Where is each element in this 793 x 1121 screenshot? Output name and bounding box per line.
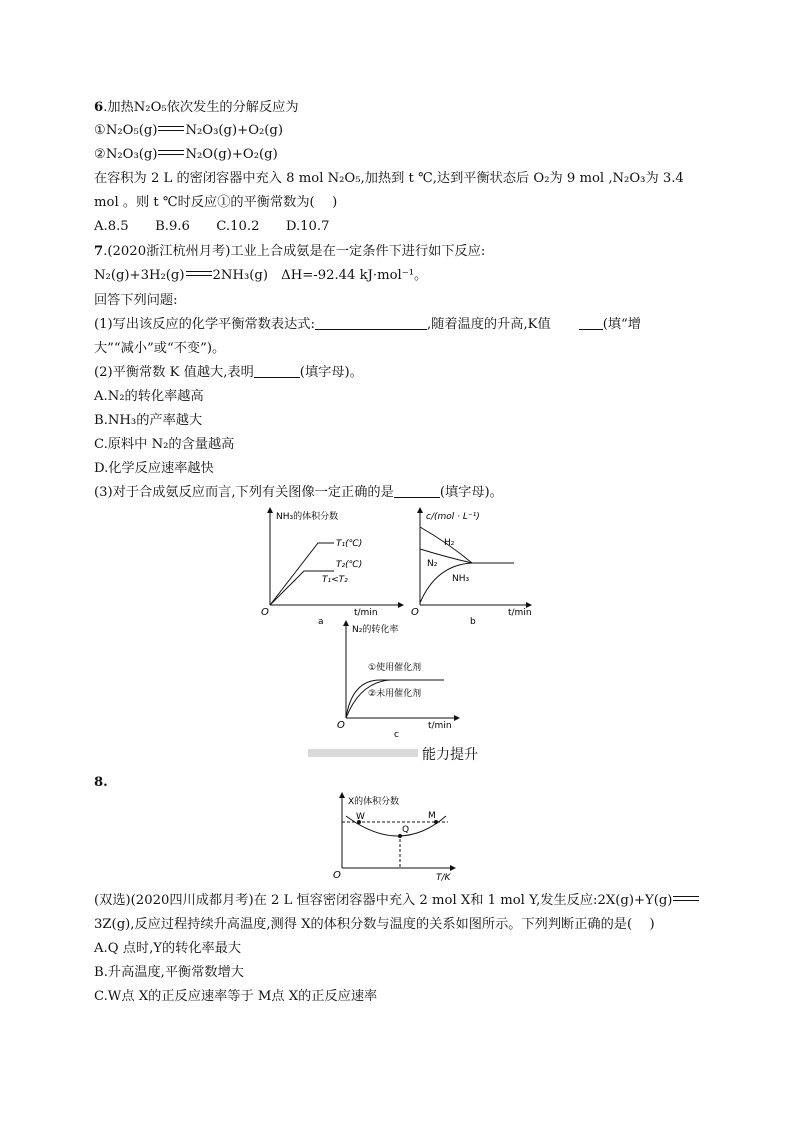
q7-equation: N₂(g)+3H₂(g) 2NH₃(g) ΔH=-92.44 kJ·mol⁻¹。 [94,268,428,283]
q7-part1-line2: 大”“减小”或“不变”)。 [94,341,226,356]
y-arrow-icon [343,620,349,626]
section-bar [308,749,418,757]
q7-option-d: D.化学反应速率越快 [94,461,214,476]
q7-part3: (3)对于合成氨反应而言,下列有关图像一定正确的是 (填字母)。 [94,485,503,500]
section-title: 能力提升 [422,747,478,763]
fig-8-w-label: W [356,812,365,822]
q8-option-a: A.Q 点时,Y的转化率最大 [94,941,242,956]
curve-catalyst [346,680,444,718]
answer-blank[interactable] [394,497,440,498]
curve-h2 [420,527,514,563]
fig-8-xlabel: T/K [436,873,451,883]
fig-8-m-label: M [428,811,436,821]
fig-b-ylabel: c/(mol · L⁻¹) [426,512,480,522]
q8-line-2: 3Z(g),反应过程持续升高温度,测得 X的体积分数与温度的关系如图所示。下列判断正确的是( ) [94,917,655,932]
q6-reaction-1: ①N₂O₅(g) N₂O₃(g)+O₂(g) [94,123,284,138]
q6-condition-2: mol 。则 t ℃时反应①的平衡常数为( ) [94,195,338,210]
q7-stem: 7.(2020浙江杭州月考)工业上合成氨是在一定条件下进行如下反应: [94,244,486,259]
fig-c-label-2: ②未用催化剂 [368,689,422,699]
equilibrium-arrow-icon [158,126,184,132]
q7-intro: 回答下列问题: [94,293,178,308]
q6-condition-1: 在容积为 2 L 的密闭容器中充入 8 mol N₂O₅,加热到 t ℃,达到平衡状态后 O₂为 9 mol ,N₂O₃为 3.4 [94,171,684,186]
y-arrow-icon [339,792,345,798]
x-arrow-icon [450,865,456,871]
fig-c-xlabel: t/min [428,721,452,731]
fig-b-xlabel: t/min [508,608,532,618]
figure-8 [330,790,460,884]
equilibrium-arrow-icon [158,150,184,156]
fig-8-origin: O [333,870,341,881]
q7-part2: (2)平衡常数 K 值越大,表明 (填字母)。 [94,365,363,380]
fig-8-q-label: Q [402,825,410,835]
q8-number: 8. [94,775,108,790]
fig-a-condition: T₁<T₂ [322,575,348,585]
fig-a-origin: O [261,607,269,618]
q7-part1-line1: (1)写出该反应的化学平衡常数表达式: ,随着温度的升高,K值 (填“增 [94,317,641,332]
q7-option-a: A.N₂的转化率越高 [94,389,204,404]
fig-c-ylabel: N₂的转化率 [352,625,399,635]
curve-no-catalyst [346,680,390,718]
fig-b-nh3-label: NH₃ [452,574,470,584]
fig-b-h2-label: H₂ [444,538,455,548]
y-arrow-icon [267,507,273,513]
q7-option-c: C.原料中 N₂的含量越高 [94,437,235,452]
fig-a-caption: a [318,617,324,627]
fig-c-origin: O [337,720,345,731]
y-arrow-icon [417,507,423,513]
figure-c [334,618,464,740]
q6-options: A.8.5 B.9.6 C.10.2 D.10.7 [94,219,330,234]
fig-a-t1-label: T₁(℃) [336,539,363,549]
answer-blank[interactable] [315,329,427,330]
fig-b-n2-label: N₂ [427,559,438,569]
fig-c-label-1: ①使用催化剂 [368,663,422,673]
fig-8-ylabel: X的体积分数 [348,797,400,807]
fig-a-t2-label: T₂(℃) [336,560,363,570]
q8-line-1: (双选)(2020四川成都月考)在 2 L 恒容密闭容器中充入 2 mol X和 1 mol Y,发生反应:2X(g)+Y(g) [94,892,700,910]
q6-number: 6 [94,100,104,115]
equilibrium-arrow-icon [186,271,212,277]
fig-a-xlabel: t/min [354,608,378,618]
q6-reaction-2: ②N₂O₃(g) N₂O(g)+O₂(g) [94,147,278,162]
q6-stem: 6.加热N₂O₅依次发生的分解反应为 [94,100,299,115]
fig-c-caption: c [394,730,399,740]
figure-b [408,505,536,627]
x-arrow-icon [398,602,404,608]
q8-option-b: B.升高温度,平衡常数增大 [94,965,244,980]
fig-a-ylabel: NH₃的体积分数 [276,512,339,522]
equilibrium-arrow-icon [673,896,699,902]
answer-blank[interactable] [579,329,603,330]
fig-b-origin: O [411,607,419,618]
x-arrow-icon [454,715,460,721]
figure-a [258,505,408,627]
answer-blank[interactable] [254,377,300,378]
q7-number: 7 [94,244,104,259]
q8-option-c: C.W点 X的正反应速率等于 M点 X的正反应速率 [94,989,378,1004]
fig-b-caption: b [470,617,476,627]
q7-option-b: B.NH₃的产率越大 [94,413,203,428]
